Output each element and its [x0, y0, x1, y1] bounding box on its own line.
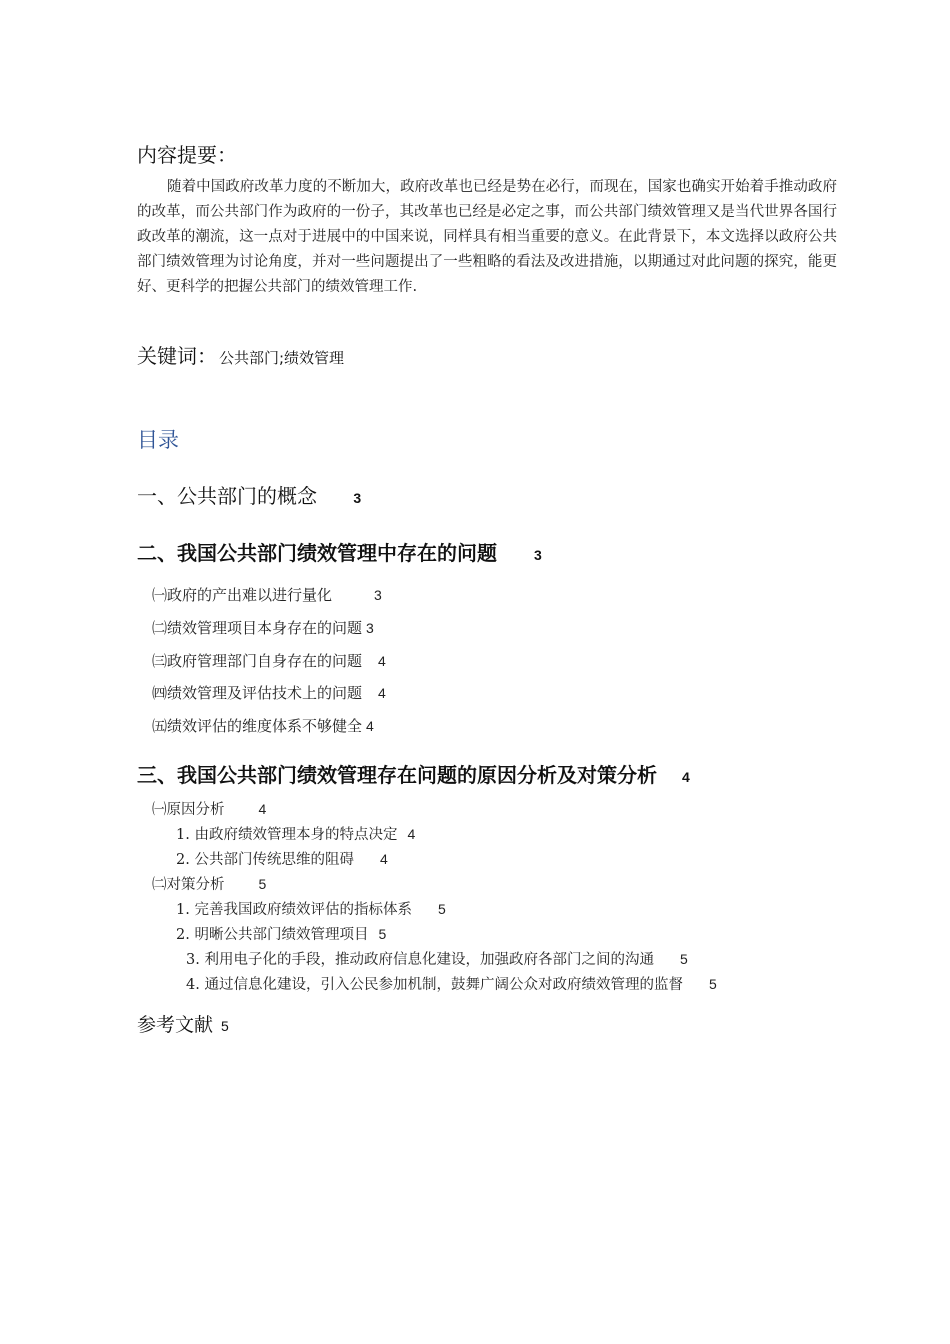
toc-entry-label: ㈣绩效管理及评估技术上的问题 — [152, 684, 363, 702]
toc-entry-2-2[interactable] — [152, 617, 374, 638]
toc-entry-label: 1. 由政府绩效管理本身的特点决定 — [176, 827, 398, 843]
toc-entry-label: 三、我国公共部门绩效管理存在问题的原因分析及对策分析 — [137, 763, 657, 787]
toc-entry-page: 4 — [407, 826, 416, 842]
toc-entry-2-1[interactable] — [152, 584, 382, 605]
toc-entry-3-1[interactable] — [152, 798, 266, 819]
toc-entry-section-3[interactable] — [137, 759, 690, 788]
toc-entry-page: 4 — [366, 718, 374, 734]
toc-entry-label: ㈠政府的产出难以进行量化 — [152, 586, 333, 604]
toc-entry-label: 2. 公共部门传统思维的阻碍 — [176, 852, 354, 868]
toc-entry-2-3[interactable] — [152, 650, 386, 671]
toc-entry-label: 参考文献 — [137, 1014, 214, 1036]
toc-entry-label: ㈡对策分析 — [152, 877, 225, 893]
toc-entry-3-2-1[interactable] — [176, 898, 446, 919]
abstract-paragraph: 随着中国政府改革力度的不断加大，政府改革也已经是势在必行，而现在，国家也确实开始着手推动政府的改革，而公共部门作为政府的一份子，其改革也已经是必定之事，而公共部门绩效管理又是当代世界各国行政改革的潮流，这一点对于进展中的中国来说，同样具有相当重要的意义。在此背景下，本文选择以政府公共部门绩效管理为讨论角度，并对一些问题提出了一些粗略的看法及改进措施，以期通过对此问题的探究，能更好、更科学的把握公共部门的绩效管理工作. — [137, 179, 837, 295]
toc-entry-page: 5 — [378, 926, 387, 942]
toc-entry-page: 5 — [221, 1018, 229, 1034]
toc-entry-label: ㈡绩效管理项目本身存在的问题 — [152, 619, 363, 637]
toc-entry-3-2[interactable] — [152, 873, 266, 894]
toc-entry-page: 5 — [679, 951, 688, 967]
toc-entry-label: ㈠原因分析 — [152, 802, 225, 818]
toc-entry-label: ㈤绩效评估的维度体系不够健全 — [152, 717, 363, 735]
keywords-line — [137, 340, 344, 369]
toc-entry-page: 3 — [374, 587, 382, 603]
toc-entry-references[interactable] — [137, 1010, 229, 1037]
toc-entry-3-2-4[interactable] — [186, 973, 717, 994]
toc-title: 目录 — [137, 428, 179, 452]
toc-entry-page: 4 — [681, 769, 690, 785]
toc-entry-label: 二、我国公共部门绩效管理中存在的问题 — [137, 541, 497, 565]
toc-entry-page: 3 — [366, 620, 374, 636]
toc-entry-page: 3 — [353, 490, 362, 506]
toc-entry-label: ㈢政府管理部门自身存在的问题 — [152, 652, 363, 670]
toc-entry-label: 1. 完善我国政府绩效评估的指标体系 — [176, 902, 412, 918]
toc-entry-page: 5 — [708, 976, 717, 992]
toc-entry-page: 3 — [533, 547, 542, 563]
toc-entry-page: 5 — [437, 901, 446, 917]
toc-entry-2-4[interactable] — [152, 682, 386, 703]
toc-entry-2-5[interactable] — [152, 715, 374, 736]
toc-entry-3-1-1[interactable] — [176, 823, 415, 844]
toc-entry-label: 一、公共部门的概念 — [137, 484, 317, 508]
toc-entry-label: 4. 通过信息化建设，引入公民参加机制，鼓舞广阔公众对政府绩效管理的监督 — [186, 977, 683, 993]
toc-entry-page: 5 — [258, 876, 267, 892]
toc-entry-label: 3. 利用电子化的手段，推动政府信息化建设，加强政府各部门之间的沟通 — [186, 952, 654, 968]
toc-entry-page: 4 — [378, 653, 386, 669]
toc-entry-page: 4 — [378, 685, 386, 701]
toc-entry-section-2[interactable] — [137, 537, 542, 566]
abstract-title: 内容提要： — [137, 143, 237, 167]
toc-entry-3-1-2[interactable] — [176, 848, 388, 869]
keywords-label: 关键词： — [137, 344, 217, 368]
toc-entry-3-2-2[interactable] — [176, 923, 386, 944]
toc-entry-page: 4 — [258, 801, 267, 817]
toc-entry-3-2-3[interactable] — [186, 948, 688, 969]
keywords-value: 公共部门;绩效管理 — [219, 349, 345, 367]
toc-entry-page: 4 — [379, 851, 388, 867]
toc-entry-label: 2. 明晰公共部门绩效管理项目 — [176, 927, 369, 943]
abstract-body — [137, 175, 837, 300]
toc-entry-section-1[interactable] — [137, 480, 361, 509]
